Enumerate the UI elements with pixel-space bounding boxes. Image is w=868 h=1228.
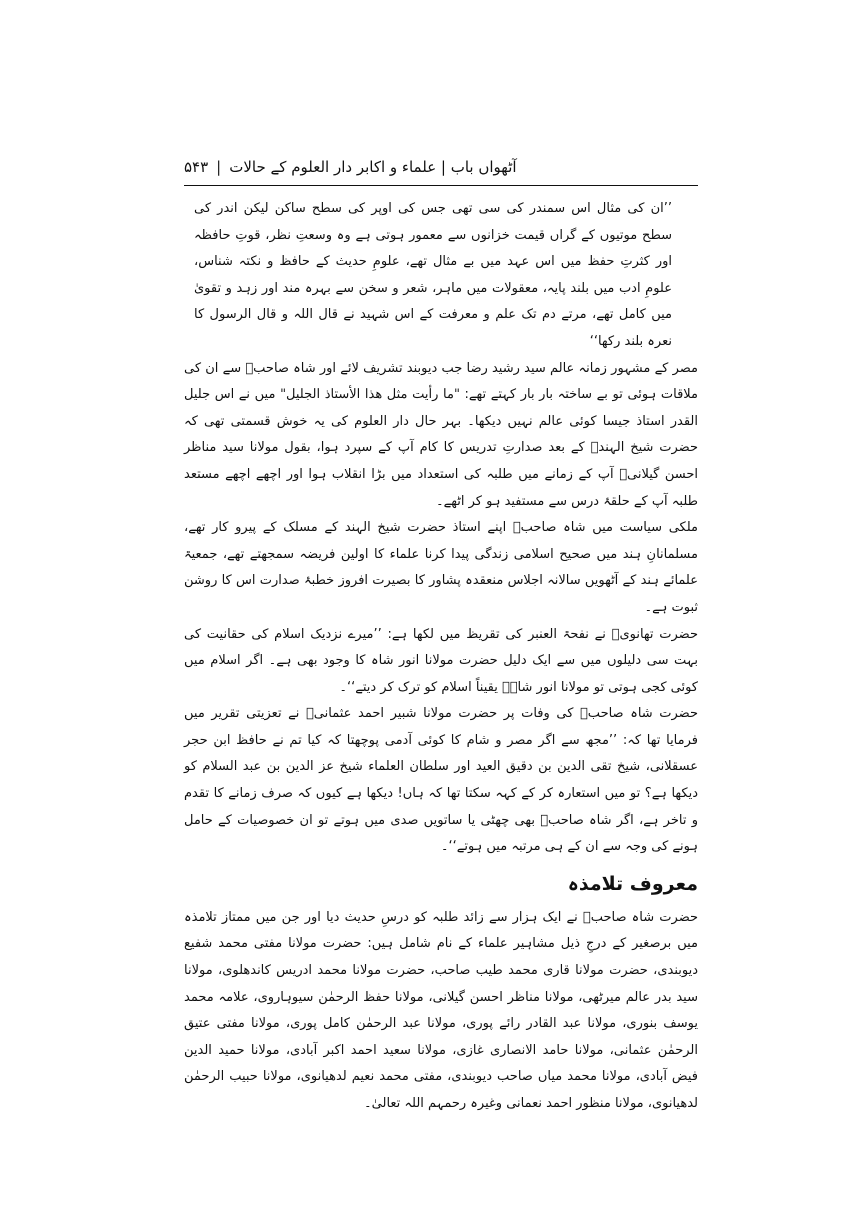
paragraph-text-after: میں نے اس جلیل القدر استاذ جیسا کوئی عالم نہیں دیکھا۔ بہر حال دار العلوم کی یہ خوش قسمتی تھی کہ حضرت شیخ الہندؒ کے بعد صدارتِ تدریس کا کام آپ کے سپرد ہوا، بقول مولانا سید مناظر احسن گیلانیؒ آپ کے زمانے میں طلبہ کی استعداد میں بڑا انقلاب ہوا اور اچھے اچھے مستعد طلبہ آپ کے حلقۂ درس سے مستفید ہو کر اٹھے۔ xyxy=(184,387,698,509)
section-heading: معروف تلامذہ xyxy=(567,872,698,895)
page-body xyxy=(184,196,698,1118)
running-header xyxy=(184,152,698,182)
chapter-title: آٹھواں باب | علماء و اکابر دار العلوم کے حالات xyxy=(229,158,517,176)
page-number: ۵۴۳ xyxy=(184,158,209,176)
arabic-quote: "ما رأيت مثل هذا الأستاذ الجليل" xyxy=(280,387,460,403)
header-rule xyxy=(184,185,698,186)
paragraph-rashid-rida xyxy=(184,356,698,516)
paragraph-politics: ملکی سیاست میں شاہ صاحبؒ اپنے استاذ حضرت شیخ الہند کے مسلک کے پیرو کار تھے، مسلمانانِ ہند میں صحیح اسلامی زندگی پیدا کرنا علماء کا اولین فریضہ سمجھتے تھے، جمعیۃ علمائے ہند کے آٹھویں سالانہ اجلاس منعقدہ پشاور کا بصیرت افروز خطبۂ صدارت اس کا روشن ثبوت ہے۔ xyxy=(184,520,698,615)
header-separator: | xyxy=(216,158,222,176)
quote-block: ’’ان کی مثال اس سمندر کی سی تھی جس کی اوپر کی سطح ساکن لیکن اندر کی سطح موتیوں کے گراں قیمت خزانوں سے معمور ہوتی ہے وہ وسعتِ نظر، قوتِ حافظہ اور کثرتِ حفظ میں اس عہد میں بے مثال تھے، علومِ حدیث کے حافظ و نکتہ شناس، علومِ ادب میں بلند پایہ، معقولات میں ماہر، شعر و سخن سے بہرہ مند اور زہد و تقویٰ میں کامل تھے، مرتے دم تک علم و معرفت کے اس شہید نے قال اللہ و قال الرسول کا نعرہ بلند رکھا‘‘ xyxy=(194,201,672,349)
paragraph-students: حضرت شاہ صاحبؒ نے ایک ہزار سے زائد طلبہ کو درسِ حدیث دیا اور جن میں ممتاز تلامذہ میں برصغیر کے درجِ ذیل مشاہیر علماء کے نام شامل ہیں: حضرت مولانا مفتی محمد شفیع دیوبندی، حضرت مولانا قاری محمد طیب صاحب، حضرت مولانا محمد ادریس کاندھلوی، مولانا سید بدر عالم میرٹھی، مولانا مناظر احسن گیلانی، مولانا حفظ الرحمٰن سیوہاروی، علامہ محمد یوسف بنوری، مولانا عبد القادر رائے پوری، مولانا عبد الرحمٰن کامل پوری، مولانا مفتی عتیق الرحمٰن عثمانی، مولانا حامد الانصاری غازی، مولانا سعید احمد اکبر آبادی، مولانا حمید الدین فیض آبادی، مولانا محمد میاں صاحب دیوبندی، مفتی محمد نعیم لدھیانوی، مولانا حبیب الرحمٰن لدھیانوی، مولانا منظور احمد نعمانی وغیرہ رحمہم اللہ تعالیٰ۔ xyxy=(184,909,698,1111)
paragraph-thanvi: حضرت تھانویؒ نے نفحۃ العنبر کی تقریظ میں لکھا ہے: ’’میرے نزدیک اسلام کی حقانیت کی بہت سی دلیلوں میں سے ایک دلیل حضرت مولانا انور شاہ کا وجود بھی ہے۔ اگر اسلام میں کوئی کجی ہوتی تو مولانا انور شاہؒ یقیناً اسلام کو ترک کر دیتے‘‘۔ xyxy=(184,626,698,695)
paragraph-text-before: مصر کے مشہور زمانہ عالم سید رشید رضا جب دیوبند تشریف لائے اور شاہ صاحبؒ سے ان کی ملاقات ہوئی تو بے ساختہ بار بار کہتے تھے: xyxy=(184,360,699,403)
paragraph-usmani: حضرت شاہ صاحبؒ کی وفات پر حضرت مولانا شبیر احمد عثمانیؒ نے تعزیتی تقریر میں فرمایا تھا کہ: ’’مجھ سے اگر مصر و شام کا کوئی آدمی پوچھتا کہ کیا تم نے حافظ ابن حجر عسقلانی، شیخ تقی الدین بن دقیق العید اور سلطان العلماء شیخ عز الدین بن عبد السلام کو دیکھا ہے؟ تو میں استعارہ کر کے کہہ سکتا تھا کہ ہاں! دیکھا ہے کیوں کہ صرف زمانے کا تقدم و تاخر ہے، اگر شاہ صاحبؒ بھی چھٹی یا ساتویں صدی میں ہوتے تو ان خصوصیات کے حامل ہونے کی وجہ سے ان کے ہی مرتبہ میں ہوتے‘‘۔ xyxy=(184,706,698,855)
